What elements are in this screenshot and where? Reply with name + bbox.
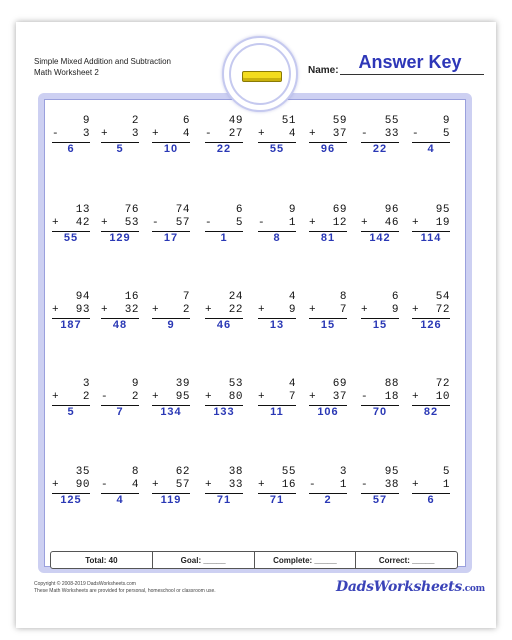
bottom-number: 4 bbox=[182, 128, 190, 140]
top-number-line bbox=[258, 466, 296, 479]
operator: + bbox=[412, 304, 419, 316]
bottom-number-line bbox=[258, 391, 296, 404]
bottom-number: 33 bbox=[228, 479, 243, 491]
answer: 126 bbox=[420, 319, 442, 331]
top-number: 49 bbox=[228, 115, 243, 127]
top-number: 38 bbox=[228, 466, 243, 478]
top-number: 54 bbox=[435, 291, 450, 303]
top-number-line bbox=[152, 466, 190, 479]
eraser-badge bbox=[222, 36, 298, 112]
answer: 5 bbox=[67, 406, 75, 418]
operator: + bbox=[152, 391, 159, 403]
top-number-line bbox=[101, 204, 139, 217]
bottom-number: 19 bbox=[435, 217, 450, 229]
bottom-number: 57 bbox=[175, 479, 190, 491]
top-number-line bbox=[361, 204, 399, 217]
bottom-number-line bbox=[52, 128, 90, 141]
top-number-line bbox=[309, 291, 347, 304]
operator: + bbox=[205, 479, 212, 491]
top-number-line bbox=[258, 115, 296, 128]
bottom-number-line bbox=[101, 391, 139, 404]
top-number: 76 bbox=[124, 204, 139, 216]
bottom-number: 1 bbox=[339, 479, 347, 491]
bottom-number-line bbox=[101, 479, 139, 492]
bottom-number: 1 bbox=[288, 217, 296, 229]
operator: - bbox=[52, 128, 59, 140]
worksheet-title: Simple Mixed Addition and Subtraction Math Worksheet 2 bbox=[34, 57, 171, 77]
bottom-number-line bbox=[309, 391, 347, 404]
operator: - bbox=[361, 391, 368, 403]
operator: - bbox=[309, 479, 316, 491]
bottom-number: 95 bbox=[175, 391, 190, 403]
top-number-line bbox=[361, 466, 399, 479]
bottom-number-line bbox=[361, 391, 399, 404]
bottom-number-line bbox=[309, 128, 347, 141]
bottom-number-line bbox=[205, 128, 243, 141]
problem bbox=[361, 466, 399, 507]
score-box bbox=[50, 551, 458, 569]
answer: 5 bbox=[116, 143, 124, 155]
bottom-number: 90 bbox=[75, 479, 90, 491]
bottom-number: 5 bbox=[442, 128, 450, 140]
problem bbox=[309, 378, 347, 419]
top-number-line bbox=[152, 378, 190, 391]
bottom-number: 10 bbox=[435, 391, 450, 403]
operator: - bbox=[412, 128, 419, 140]
problem bbox=[52, 291, 90, 332]
operator: + bbox=[152, 304, 159, 316]
operator: + bbox=[361, 217, 368, 229]
problem bbox=[258, 115, 296, 156]
top-number: 13 bbox=[75, 204, 90, 216]
top-number-line bbox=[101, 291, 139, 304]
top-number-line bbox=[361, 115, 399, 128]
operator: - bbox=[258, 217, 265, 229]
top-number-line bbox=[205, 204, 243, 217]
bottom-number: 46 bbox=[384, 217, 399, 229]
bottom-number-line bbox=[258, 217, 296, 230]
top-number-line bbox=[52, 378, 90, 391]
top-number-line bbox=[52, 204, 90, 217]
bottom-number-line bbox=[361, 479, 399, 492]
top-number: 9 bbox=[131, 378, 139, 390]
name-line bbox=[340, 74, 484, 75]
bottom-number-line bbox=[152, 391, 190, 404]
bottom-number-line bbox=[205, 391, 243, 404]
top-number: 24 bbox=[228, 291, 243, 303]
top-number-line bbox=[101, 115, 139, 128]
bottom-number: 27 bbox=[228, 128, 243, 140]
top-number-line bbox=[52, 291, 90, 304]
answer: 7 bbox=[116, 406, 124, 418]
bottom-number: 2 bbox=[182, 304, 190, 316]
bottom-number-line bbox=[52, 479, 90, 492]
problem bbox=[258, 378, 296, 419]
copyright-text: Copyright © 2008-2019 DadsWorksheets.com These Math Worksheets are provided for personal, homeschool or classroom use. bbox=[34, 581, 216, 594]
bottom-number-line bbox=[152, 128, 190, 141]
bottom-number: 9 bbox=[288, 304, 296, 316]
bottom-number-line bbox=[309, 217, 347, 230]
problem bbox=[101, 115, 139, 156]
answer: 46 bbox=[216, 319, 232, 331]
bottom-number-line bbox=[361, 217, 399, 230]
bottom-number-line bbox=[152, 304, 190, 317]
top-number-line bbox=[412, 204, 450, 217]
top-number: 55 bbox=[384, 115, 399, 127]
answer: 70 bbox=[372, 406, 388, 418]
bottom-number-line bbox=[101, 304, 139, 317]
top-number-line bbox=[412, 378, 450, 391]
answer: 13 bbox=[269, 319, 285, 331]
top-number-line bbox=[52, 115, 90, 128]
top-number-line bbox=[258, 291, 296, 304]
top-number: 74 bbox=[175, 204, 190, 216]
top-number: 3 bbox=[82, 378, 90, 390]
top-number-line bbox=[205, 466, 243, 479]
bottom-number-line bbox=[309, 479, 347, 492]
operator: - bbox=[152, 217, 159, 229]
operator: + bbox=[205, 304, 212, 316]
answer: 8 bbox=[273, 232, 281, 244]
top-number-line bbox=[205, 115, 243, 128]
operator: + bbox=[258, 391, 265, 403]
top-number: 2 bbox=[131, 115, 139, 127]
operator: + bbox=[309, 304, 316, 316]
bottom-number: 42 bbox=[75, 217, 90, 229]
operator: + bbox=[152, 479, 159, 491]
top-number-line bbox=[412, 291, 450, 304]
problem bbox=[309, 291, 347, 332]
operator: - bbox=[205, 128, 212, 140]
bottom-number: 1 bbox=[442, 479, 450, 491]
operator: + bbox=[101, 304, 108, 316]
bottom-number-line bbox=[152, 217, 190, 230]
top-number: 9 bbox=[82, 115, 90, 127]
operator: + bbox=[52, 479, 59, 491]
bottom-number-line bbox=[412, 304, 450, 317]
top-number-line bbox=[101, 466, 139, 479]
problem bbox=[205, 204, 243, 245]
top-number: 9 bbox=[288, 204, 296, 216]
top-number: 8 bbox=[339, 291, 347, 303]
bottom-number: 22 bbox=[228, 304, 243, 316]
top-number: 5 bbox=[442, 466, 450, 478]
bottom-number: 2 bbox=[131, 391, 139, 403]
top-number: 53 bbox=[228, 378, 243, 390]
bottom-number-line bbox=[101, 217, 139, 230]
problem bbox=[258, 466, 296, 507]
problem bbox=[361, 204, 399, 245]
answer: 15 bbox=[320, 319, 336, 331]
answer: 133 bbox=[213, 406, 235, 418]
answer: 187 bbox=[60, 319, 82, 331]
logo-suffix: .com bbox=[461, 584, 485, 594]
bottom-number: 38 bbox=[384, 479, 399, 491]
problem bbox=[205, 291, 243, 332]
answer: 15 bbox=[372, 319, 388, 331]
operator: - bbox=[101, 479, 108, 491]
bottom-number: 80 bbox=[228, 391, 243, 403]
bottom-number: 72 bbox=[435, 304, 450, 316]
operator: + bbox=[152, 128, 159, 140]
problem bbox=[152, 204, 190, 245]
bottom-number-line bbox=[258, 304, 296, 317]
bottom-number: 18 bbox=[384, 391, 399, 403]
operator: + bbox=[309, 217, 316, 229]
problem bbox=[52, 115, 90, 156]
operator: - bbox=[205, 217, 212, 229]
operator: + bbox=[412, 391, 419, 403]
bottom-number: 2 bbox=[82, 391, 90, 403]
bottom-number: 53 bbox=[124, 217, 139, 229]
top-number-line bbox=[258, 204, 296, 217]
problem bbox=[412, 291, 450, 332]
top-number-line bbox=[205, 378, 243, 391]
top-number-line bbox=[152, 291, 190, 304]
top-number: 7 bbox=[182, 291, 190, 303]
answer: 6 bbox=[427, 494, 435, 506]
problem bbox=[361, 291, 399, 332]
top-number: 9 bbox=[442, 115, 450, 127]
top-number: 69 bbox=[332, 378, 347, 390]
problem bbox=[205, 115, 243, 156]
top-number: 8 bbox=[131, 466, 139, 478]
top-number: 35 bbox=[75, 466, 90, 478]
bottom-number: 4 bbox=[288, 128, 296, 140]
bottom-number-line bbox=[309, 304, 347, 317]
total-cell: Total: 40 bbox=[51, 552, 153, 568]
answer: 82 bbox=[423, 406, 439, 418]
answer: 119 bbox=[160, 494, 182, 506]
operator: + bbox=[205, 391, 212, 403]
answer: 81 bbox=[320, 232, 336, 244]
bottom-number-line bbox=[412, 128, 450, 141]
top-number: 59 bbox=[332, 115, 347, 127]
bottom-number: 37 bbox=[332, 391, 347, 403]
bottom-number: 57 bbox=[175, 217, 190, 229]
top-number: 94 bbox=[75, 291, 90, 303]
problem bbox=[52, 204, 90, 245]
bottom-number: 93 bbox=[75, 304, 90, 316]
problem bbox=[101, 291, 139, 332]
bottom-number-line bbox=[205, 304, 243, 317]
answer: 9 bbox=[167, 319, 175, 331]
top-number-line bbox=[361, 291, 399, 304]
bottom-number: 37 bbox=[332, 128, 347, 140]
bottom-number-line bbox=[361, 304, 399, 317]
operator: + bbox=[361, 304, 368, 316]
top-number: 6 bbox=[235, 204, 243, 216]
bottom-number-line bbox=[412, 391, 450, 404]
top-number-line bbox=[361, 378, 399, 391]
bottom-number: 12 bbox=[332, 217, 347, 229]
operator: + bbox=[412, 217, 419, 229]
bottom-number: 32 bbox=[124, 304, 139, 316]
top-number-line bbox=[152, 115, 190, 128]
top-number: 69 bbox=[332, 204, 347, 216]
problem bbox=[361, 378, 399, 419]
operator: + bbox=[309, 391, 316, 403]
top-number-line bbox=[412, 115, 450, 128]
operator: + bbox=[309, 128, 316, 140]
top-number-line bbox=[101, 378, 139, 391]
answer: 142 bbox=[369, 232, 391, 244]
answer: 134 bbox=[160, 406, 182, 418]
bottom-number: 16 bbox=[281, 479, 296, 491]
bottom-number-line bbox=[361, 128, 399, 141]
top-number: 6 bbox=[182, 115, 190, 127]
bottom-number: 9 bbox=[391, 304, 399, 316]
answer: 96 bbox=[320, 143, 336, 155]
top-number: 4 bbox=[288, 291, 296, 303]
problem bbox=[152, 466, 190, 507]
name-label: Name: bbox=[308, 65, 339, 76]
answer: 57 bbox=[372, 494, 388, 506]
problem bbox=[152, 378, 190, 419]
bottom-number-line bbox=[52, 217, 90, 230]
top-number-line bbox=[309, 466, 347, 479]
answer: 10 bbox=[163, 143, 179, 155]
bottom-number-line bbox=[205, 217, 243, 230]
answer-key-label: Answer Key bbox=[358, 52, 462, 72]
bottom-number-line bbox=[152, 479, 190, 492]
bottom-number-line bbox=[52, 391, 90, 404]
correct-cell: Correct: _____ bbox=[378, 555, 435, 565]
problem bbox=[258, 204, 296, 245]
bottom-number: 4 bbox=[131, 479, 139, 491]
answer: 22 bbox=[216, 143, 232, 155]
top-number: 72 bbox=[435, 378, 450, 390]
top-number: 39 bbox=[175, 378, 190, 390]
answer: 48 bbox=[112, 319, 128, 331]
problem bbox=[361, 115, 399, 156]
answer: 6 bbox=[67, 143, 75, 155]
problem bbox=[309, 466, 347, 507]
bottom-number-line bbox=[258, 128, 296, 141]
top-number-line bbox=[258, 378, 296, 391]
answer: 4 bbox=[427, 143, 435, 155]
answer: 2 bbox=[324, 494, 332, 506]
bottom-number-line bbox=[205, 479, 243, 492]
problem bbox=[101, 466, 139, 507]
operator: - bbox=[361, 128, 368, 140]
top-number: 96 bbox=[384, 204, 399, 216]
problem bbox=[412, 378, 450, 419]
problem bbox=[205, 378, 243, 419]
answer: 55 bbox=[63, 232, 79, 244]
operator: + bbox=[52, 391, 59, 403]
operator: + bbox=[412, 479, 419, 491]
top-number: 88 bbox=[384, 378, 399, 390]
top-number-line bbox=[309, 115, 347, 128]
operator: + bbox=[258, 479, 265, 491]
bottom-number-line bbox=[52, 304, 90, 317]
problem bbox=[412, 204, 450, 245]
top-number-line bbox=[309, 204, 347, 217]
operator: + bbox=[258, 304, 265, 316]
dadsworksheets-logo bbox=[336, 579, 485, 595]
problem bbox=[258, 291, 296, 332]
problem bbox=[52, 466, 90, 507]
top-number: 95 bbox=[435, 204, 450, 216]
problem bbox=[309, 115, 347, 156]
bottom-number: 7 bbox=[339, 304, 347, 316]
top-number-line bbox=[152, 204, 190, 217]
problem bbox=[52, 378, 90, 419]
bottom-number-line bbox=[258, 479, 296, 492]
problem bbox=[205, 466, 243, 507]
answer: 17 bbox=[163, 232, 179, 244]
top-number-line bbox=[309, 378, 347, 391]
answer: 55 bbox=[269, 143, 285, 155]
top-number: 4 bbox=[288, 378, 296, 390]
answer: 4 bbox=[116, 494, 124, 506]
bottom-number: 5 bbox=[235, 217, 243, 229]
answer: 125 bbox=[60, 494, 82, 506]
top-number-line bbox=[412, 466, 450, 479]
top-number-line bbox=[205, 291, 243, 304]
badge-ring bbox=[229, 43, 291, 105]
operator: - bbox=[101, 391, 108, 403]
operator: + bbox=[52, 304, 59, 316]
answer: 106 bbox=[317, 406, 339, 418]
logo-text: DadsWorksheets bbox=[336, 579, 462, 595]
bottom-number-line bbox=[412, 217, 450, 230]
problem bbox=[152, 291, 190, 332]
top-number: 16 bbox=[124, 291, 139, 303]
answer: 114 bbox=[420, 232, 442, 244]
problem bbox=[412, 115, 450, 156]
answer: 71 bbox=[216, 494, 232, 506]
top-number: 3 bbox=[339, 466, 347, 478]
bottom-number-line bbox=[412, 479, 450, 492]
top-number-line bbox=[52, 466, 90, 479]
answer: 11 bbox=[270, 406, 284, 418]
answer: 129 bbox=[109, 232, 131, 244]
operator: + bbox=[101, 217, 108, 229]
goal-cell: Goal: _____ bbox=[153, 552, 255, 568]
problem bbox=[152, 115, 190, 156]
operator: - bbox=[361, 479, 368, 491]
problem bbox=[309, 204, 347, 245]
complete-cell: Complete: _____ bbox=[255, 552, 357, 568]
bottom-number: 7 bbox=[288, 391, 296, 403]
operator: + bbox=[258, 128, 265, 140]
answer: 22 bbox=[372, 143, 388, 155]
bottom-number: 33 bbox=[384, 128, 399, 140]
operator: + bbox=[101, 128, 108, 140]
operator: + bbox=[52, 217, 59, 229]
top-number: 51 bbox=[281, 115, 296, 127]
bottom-number: 3 bbox=[131, 128, 139, 140]
problem bbox=[101, 378, 139, 419]
answer: 1 bbox=[220, 232, 228, 244]
answer: 71 bbox=[269, 494, 285, 506]
eraser-icon bbox=[242, 71, 282, 82]
top-number: 55 bbox=[281, 466, 296, 478]
top-number: 6 bbox=[391, 291, 399, 303]
bottom-number: 3 bbox=[82, 128, 90, 140]
problem bbox=[101, 204, 139, 245]
bottom-number-line bbox=[101, 128, 139, 141]
top-number: 62 bbox=[175, 466, 190, 478]
top-number: 95 bbox=[384, 466, 399, 478]
problem bbox=[412, 466, 450, 507]
